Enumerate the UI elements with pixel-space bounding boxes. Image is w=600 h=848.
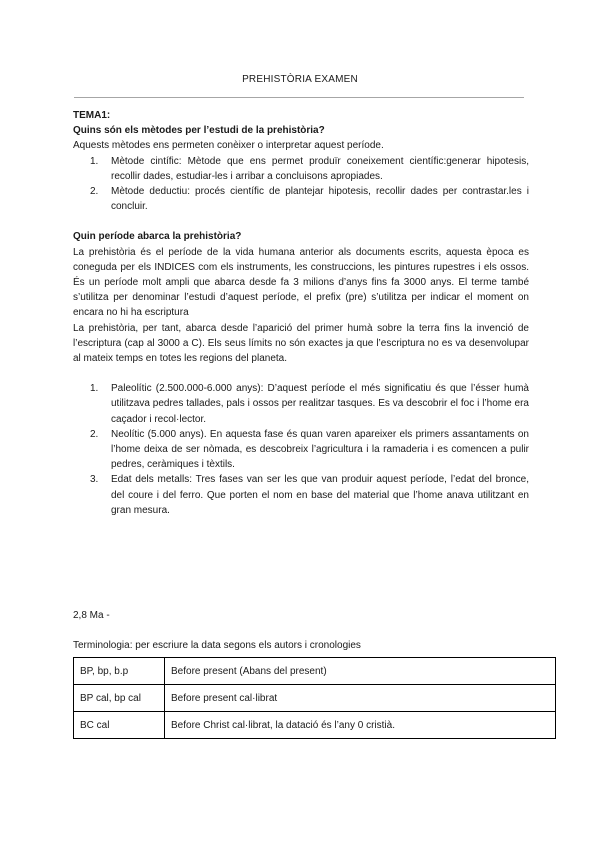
question-1-intro: Aquests mètodes ens permeten conèixer o interpretar aquest període.: [73, 140, 384, 152]
table-cell-abbr: BP cal, bp cal: [74, 685, 165, 712]
list-item: 1. Mètode cintífic: Mètode que ens permet produïr coneixement científic:generar hipotesis, recollir dades, estudiar-les i arribar a concluisons apropiades.: [90, 155, 529, 182]
section-heading: TEMA1:: [73, 110, 111, 121]
paragraph: La prehistòria, per tant, abarca desde l’aparició del primer humà sobre la terra fins la invenció de l’escriptura (cap al 3000 a C). Els seus límits no són exactes ja que l’escriptura no es va desenvolupar al mateix temps en totes les regions del planeta.: [73, 322, 529, 365]
title-divider: [74, 97, 524, 98]
table-cell-meaning: Before present cal·librat: [165, 685, 556, 712]
note-line: 2,8 Ma -: [73, 610, 110, 622]
methods-list: [73, 154, 529, 215]
document-body: [73, 108, 529, 739]
document-title: PREHISTÒRIA EXAMEN: [242, 74, 358, 85]
paragraph: La prehistòria és el període de la vida humana anterior als documents escrits, aquesta època es coneguda per els INDICES com els instruments, les construccions, les pintures rupestres i els ossos. És un període molt ampli que abarca desde fa 3 milions d’anys fins fa 3000 anys. El terme també s’utilitza per denominar l’estudi d’aquest període, el prefix (pre) s’utilitza per indicar el moment on encara no hi ha escriptura: [73, 246, 529, 319]
list-item: 2. Neolític (5.000 anys). En aquesta fase és quan varen apareixer els primers assantaments on l’home deixa de ser nòmada, es descobreix l’agricultura i la ramaderia i es comencen a pulir pedres, ceràmiques i tèxtils.: [90, 428, 529, 471]
table-cell-meaning: Before Christ cal·librat, la datació és l’any 0 cristià.: [165, 712, 556, 739]
question-1: Quins són els mètodes per l’estudi de la prehistòria?: [73, 125, 325, 137]
table-row: [74, 685, 556, 712]
terminology-table: [73, 657, 556, 739]
table-cell-abbr: BC cal: [74, 712, 165, 739]
table-cell-meaning: Before present (Abans del present): [165, 658, 556, 685]
question-2: Quin període abarca la prehistòria?: [73, 231, 242, 243]
table-caption: Terminologia: per escriure la data segons els autors i cronologies: [73, 640, 361, 652]
list-item: 1. Paleolític (2.500.000-6.000 anys): D’aquest període el més significatiu és que l’ésser humà utilitzava pedres tallades, pals i ossos per realitzar tasques. Es va descobrir el foc i l’home era caçador i recol·lector.: [90, 383, 529, 425]
table-cell-abbr: BP, bp, b.p: [74, 658, 165, 685]
table-row: [74, 658, 556, 685]
list-item: 3. Edat dels metalls: Tres fases van ser les que van produir aquest període, l’edat del bronce, del coure i del ferro. Que porten el nom en base del material que l’home anava utilitzant en gran mesura.: [90, 474, 529, 516]
periods-list: [73, 381, 529, 518]
table-row: [74, 712, 556, 739]
list-item: 2. Mètode deductiu: procés científic de plantejar hipotesis, recollir dades per contrastar.les i concluir.: [90, 186, 529, 213]
